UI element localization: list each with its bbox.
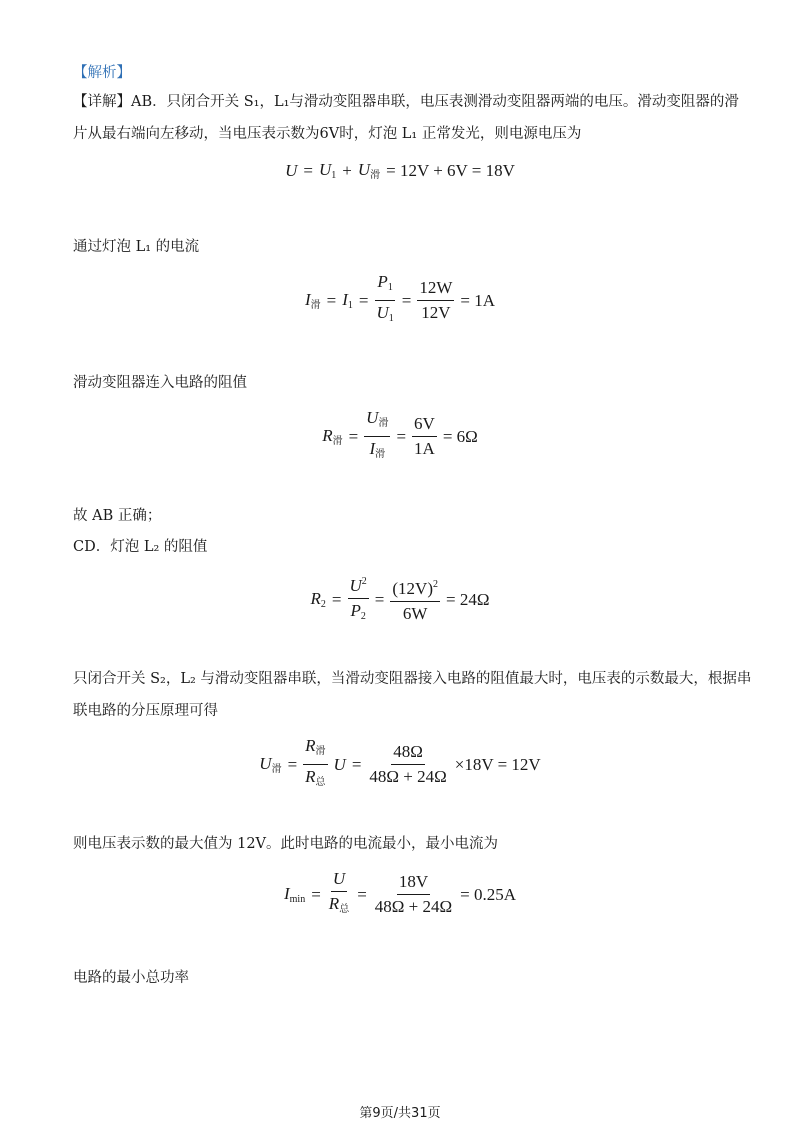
equation-max-voltage: $U_滑$ = $\frac{R_滑}{R_总}$ U = $\frac{48\Omega}{48\Omega + 24\Omega}$ ×18V = 12V: [259, 736, 541, 788]
page-footer: 第9页/共31页: [359, 1106, 441, 1121]
text-line-8: 联电路的分压原理可得: [73, 703, 218, 719]
text-line-4: 滑动变阻器连入电路的阻值: [73, 375, 247, 391]
text-line-9: 则电压表示数的最大值为 12V。此时电路的电流最小，最小电流为: [73, 836, 499, 852]
equation-min-current: $I_{min}$ = $\frac{U}{R_总}$ = $\frac{18V}{48\Omega + 24\Omega}$ = 0.25A: [283, 869, 517, 916]
equation-current: $I_滑$ = $I_1$ = $\frac{P_1}{U_1}$ = $\frac{12W}{12V}$ = 1A: [304, 272, 496, 324]
analysis-tag: 【解析】: [73, 65, 131, 81]
text-line-7: 只闭合开关 S₂，L₂ 与滑动变阻器串联，当滑动变阻器接入电路的阻值最大时，电压表的示数最大，根据串: [73, 671, 752, 687]
text-line-10: 电路的最小总功率: [73, 970, 189, 986]
equation-source-voltage: U = $U_1$ + $U_滑$ = 12V + 6V = 18V: [285, 160, 515, 181]
text-line-6: CD．灯泡 L₂ 的阻值: [73, 539, 208, 555]
equation-r2: $R_2$ = $\frac{U^2}{P_2}$ = $\frac{(12V)^2}{6W}$ = 24Ω: [0, 572, 800, 627]
equation-resistance: $R_滑$ = $\frac{U_滑}{I_滑}$ = $\frac{6V}{1A}$ = 6Ω: [322, 408, 478, 460]
text-line-2: 片从最右端向左移动，当电压表示数为6V时，灯泡 L₁ 正常发光，则电源电压为: [73, 126, 582, 142]
text-line-1: 【详解】AB．只闭合开关 S₁，L₁与滑动变阻器串联，电压表测滑动变阻器两端的电压。滑动变阻器的滑: [73, 94, 739, 110]
text-line-3: 通过灯泡 L₁ 的电流: [73, 239, 200, 255]
text-line-5: 故 AB 正确；: [73, 508, 162, 524]
